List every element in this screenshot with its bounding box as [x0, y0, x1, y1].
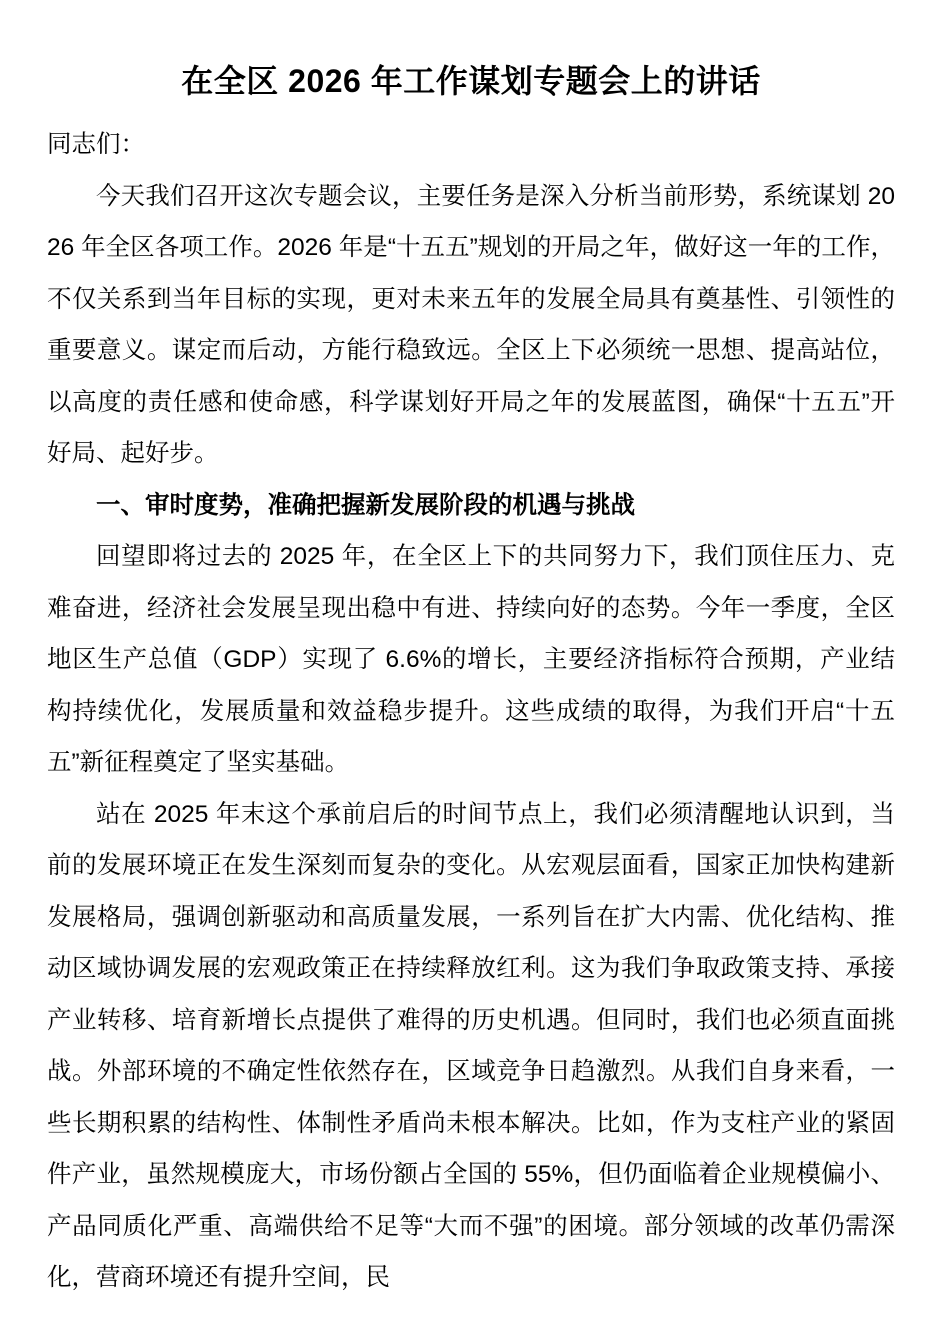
- salutation: 同志们：: [47, 131, 145, 158]
- body-paragraph: 站在 2025 年末这个承前启后的时间节点上，我们必须清醒地认识到，当前的发展环境正在发生深刻而复杂的变化。从宏观层面看，国家正加快构建新发展格局，强调创新驱动和高质量发展，一系列旨在扩大内需、优化结构、推动区域协调发展的宏观政策正在持续释放红利。这为我们争取政策支持、承接产业转移、培育新增长点提供了难得的历史机遇。但同时，我们也必须直面挑战。外部环境的不确定性依然存在，区域竞争日趋激烈。从我们自身来看，一些长期积累的结构性、体制性矛盾尚未根本解决。比如，作为支柱产业的紧固件产业，虽然规模庞大，市场份额占全国的 55%，但仍面临着企业规模偏小、产品同质化严重、高端供给不足等“大而不强”的困境。部分领域的改革仍需深化，营商环境还有提升空间，民: [47, 800, 895, 1291]
- document-body: [47, 171, 895, 1304]
- section-heading: 一、审时度势，准确把握新发展阶段的机遇与挑战: [96, 491, 635, 519]
- body-paragraph: 今天我们召开这次专题会议，主要任务是深入分析当前形势，系统谋划 2026 年全区各项工作。2026 年是“十五五”规划的开局之年，做好这一年的工作，不仅关系到当年目标的实现，更对未来五年的发展全局具有奠基性、引领性的重要意义。谋定而后动，方能行稳致远。全区上下必须统一思想、提高站位，以高度的责任感和使命感，科学谋划好开局之年的发展蓝图，确保“十五五”开好局、起好步。: [47, 182, 895, 467]
- body-paragraph: 回望即将过去的 2025 年，在全区上下的共同努力下，我们顶住压力、克难奋进，经济社会发展呈现出稳中有进、持续向好的态势。今年一季度，全区地区生产总值（GDP）实现了 6.6%的增长，主要经济指标符合预期，产业结构持续优化，发展质量和效益稳步提升。这些成绩的取得，为我们开启“十五五”新征程奠定了坚实基础。: [47, 543, 895, 776]
- page-title: 在全区 2026 年工作谋划专题会上的讲话: [181, 63, 761, 99]
